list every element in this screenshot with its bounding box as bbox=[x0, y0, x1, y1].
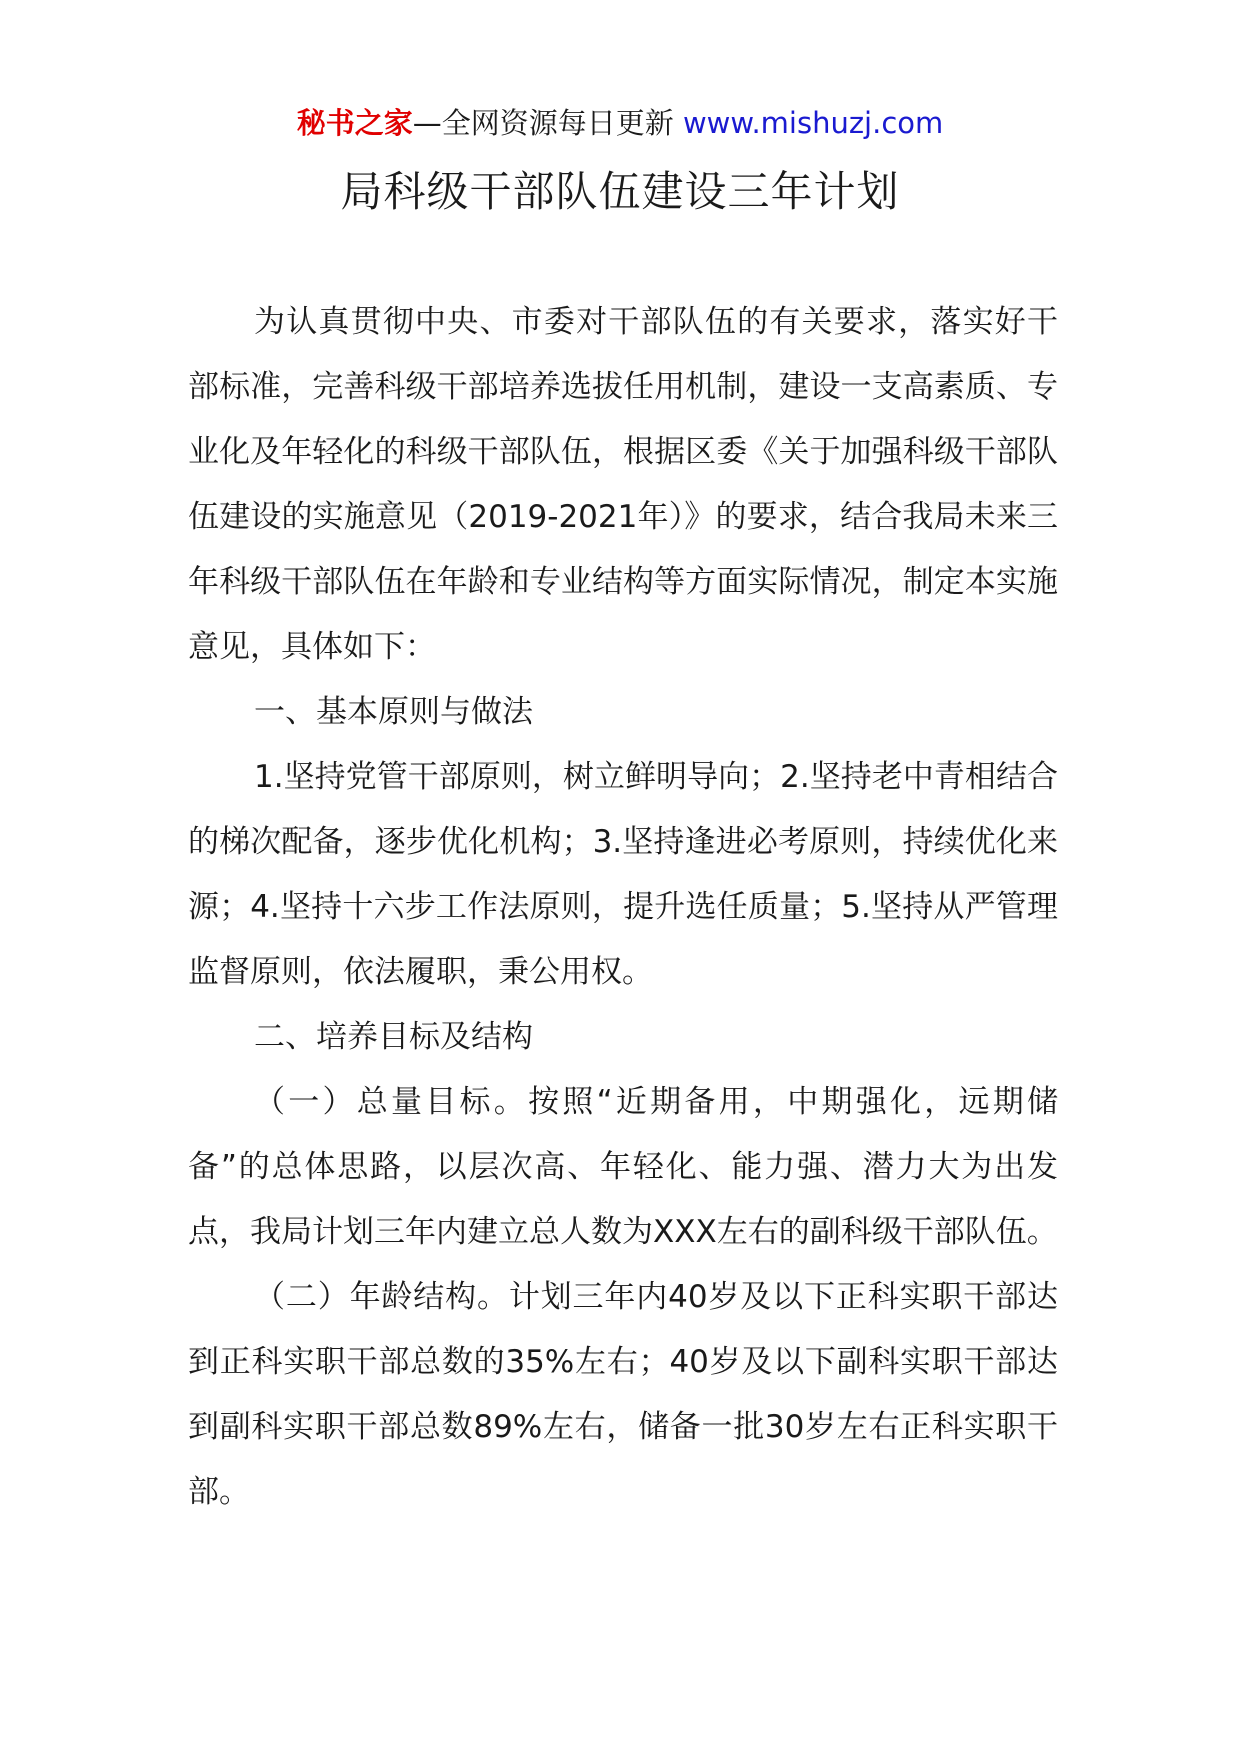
age-structure-paragraph: （二）年龄结构。计划三年内40岁及以下正科实职干部达到正科实职干部总数的35%左右；40岁及以下副科实职干部达到副科实职干部总数89%左右，储备一批30岁左右正科实职干部。 bbox=[188, 1279, 1058, 1510]
brand-name: 秘书之家 bbox=[296, 106, 413, 140]
section-heading-principles: 一、基本原则与做法 bbox=[254, 694, 533, 730]
source-banner bbox=[0, 100, 1240, 146]
section-heading-goals: 二、培养目标及结构 bbox=[254, 1019, 533, 1055]
document-body bbox=[188, 290, 1058, 1525]
principles-paragraph: 1.坚持党管干部原则，树立鲜明导向；2.坚持老中青相结合的梯次配备，逐步优化机构；3.坚持逢进必考原则，持续优化来源；4.坚持十六步工作法原则，提升选任质量；5.坚持从严管理监督原则，依法履职，秉公用权。 bbox=[188, 759, 1058, 990]
total-goal-paragraph: （一）总量目标。按照“近期备用，中期强化，远期储备”的总体思路，以层次高、年轻化、能力强、潜力大为出发点，我局计划三年内建立总人数为XXX左右的副科级干部队伍。 bbox=[188, 1084, 1058, 1250]
website-link[interactable]: www.mishuzj.com bbox=[682, 106, 944, 140]
intro-paragraph: 为认真贯彻中央、市委对干部队伍的有关要求，落实好干部标准，完善科级干部培养选拔任用机制，建设一支高素质、专业化及年轻化的科级干部队伍，根据区委《关于加强科级干部队伍建设的实施意见（2019-2021年）》的要求，结合我局未来三年科级干部队伍在年龄和专业结构等方面实际情况，制定本实施意见，具体如下： bbox=[188, 304, 1058, 665]
banner-slogan: —全网资源每日更新 bbox=[412, 106, 683, 140]
document-title: 局科级干部队伍建设三年计划 bbox=[340, 167, 900, 216]
